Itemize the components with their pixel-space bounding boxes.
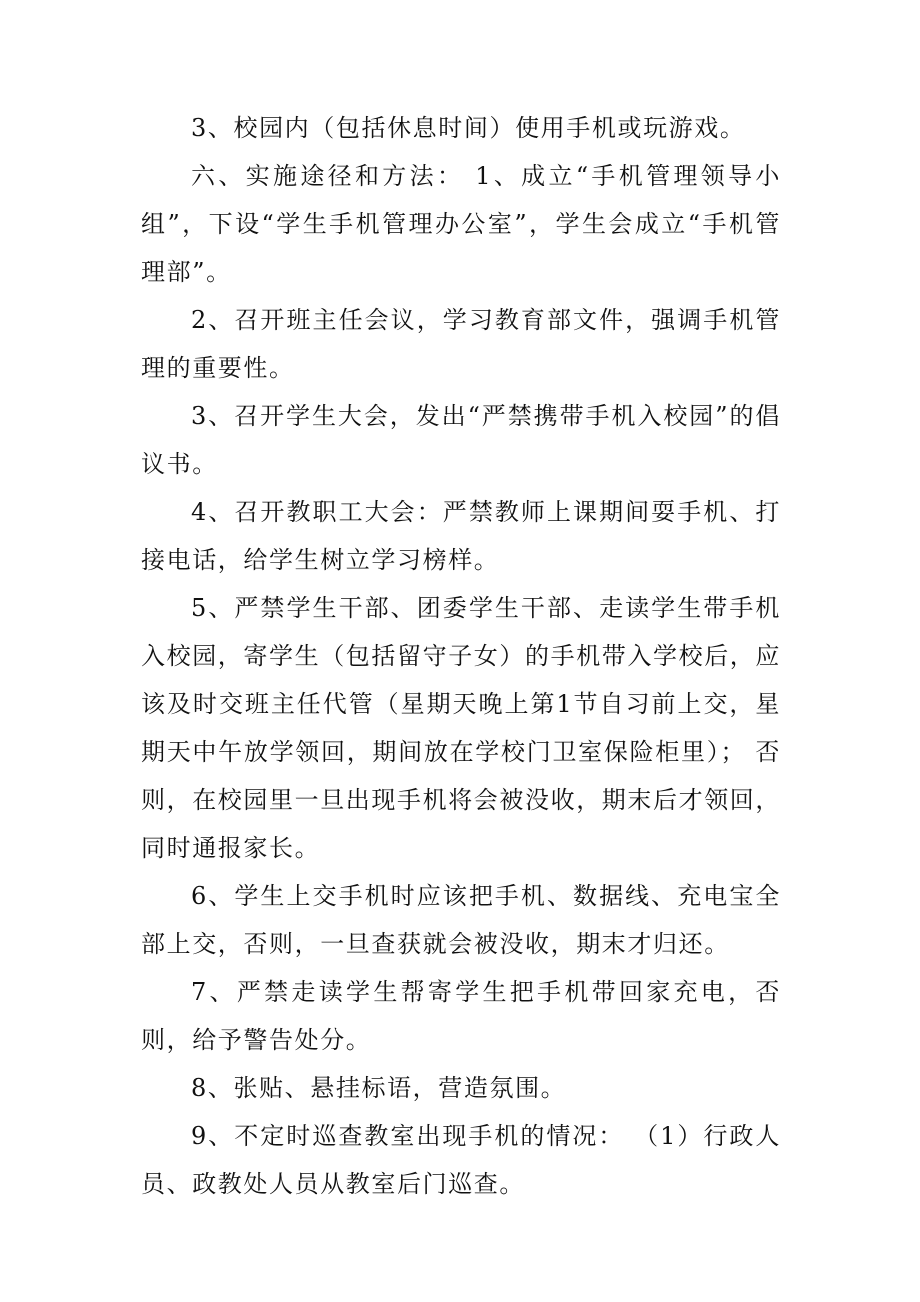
paragraph-slogans: 8、张贴、悬挂标语，营造氛围。	[191, 1074, 567, 1102]
paragraph-headteacher-meeting: 2、召开班主任会议，学习教育部文件，强调手机管理的重要性。	[141, 306, 781, 382]
paragraph-staff-meeting: 4、召开教职工大会：严禁教师上课期间耍手机、打接电话，给学生树立学习榜样。	[141, 498, 781, 574]
paragraph-phone-ban-rules: 5、严禁学生干部、团委学生干部、走读学生带手机入校园，寄学生（包括留守子女）的手机带入学校后，应该及时交班主任代管（星期天晚上第1节自习前上交，星期天中午放学领回，期间放在学校门卫室保险柜里）； 否则，在校园里一旦出现手机将会被没收，期末后才领回，同时通报家长。	[141, 594, 781, 862]
paragraph-student-assembly: 3、召开学生大会，发出“严禁携带手机入校园”的倡议书。	[141, 402, 781, 478]
paragraph-implementation-methods: 六、实施途径和方法： 1、成立“手机管理领导小组”，下设“学生手机管理办公室”，学生会成立“手机管理部”。	[141, 162, 781, 286]
paragraph-classroom-inspection: 9、不定时巡查教室出现手机的情况： （1）行政人员、政教处人员从教室后门巡查。	[141, 1122, 781, 1198]
paragraph-charging-ban: 7、严禁走读学生帮寄学生把手机带回家充电，否则，给予警告处分。	[141, 978, 781, 1054]
document-body	[141, 104, 781, 1208]
paragraph-phone-handover: 6、学生上交手机时应该把手机、数据线、充电宝全部上交，否则，一旦查获就会被没收，期末才归还。	[141, 882, 781, 958]
paragraph-campus-phone-use: 3、校园内（包括休息时间）使用手机或玩游戏。	[191, 114, 746, 142]
